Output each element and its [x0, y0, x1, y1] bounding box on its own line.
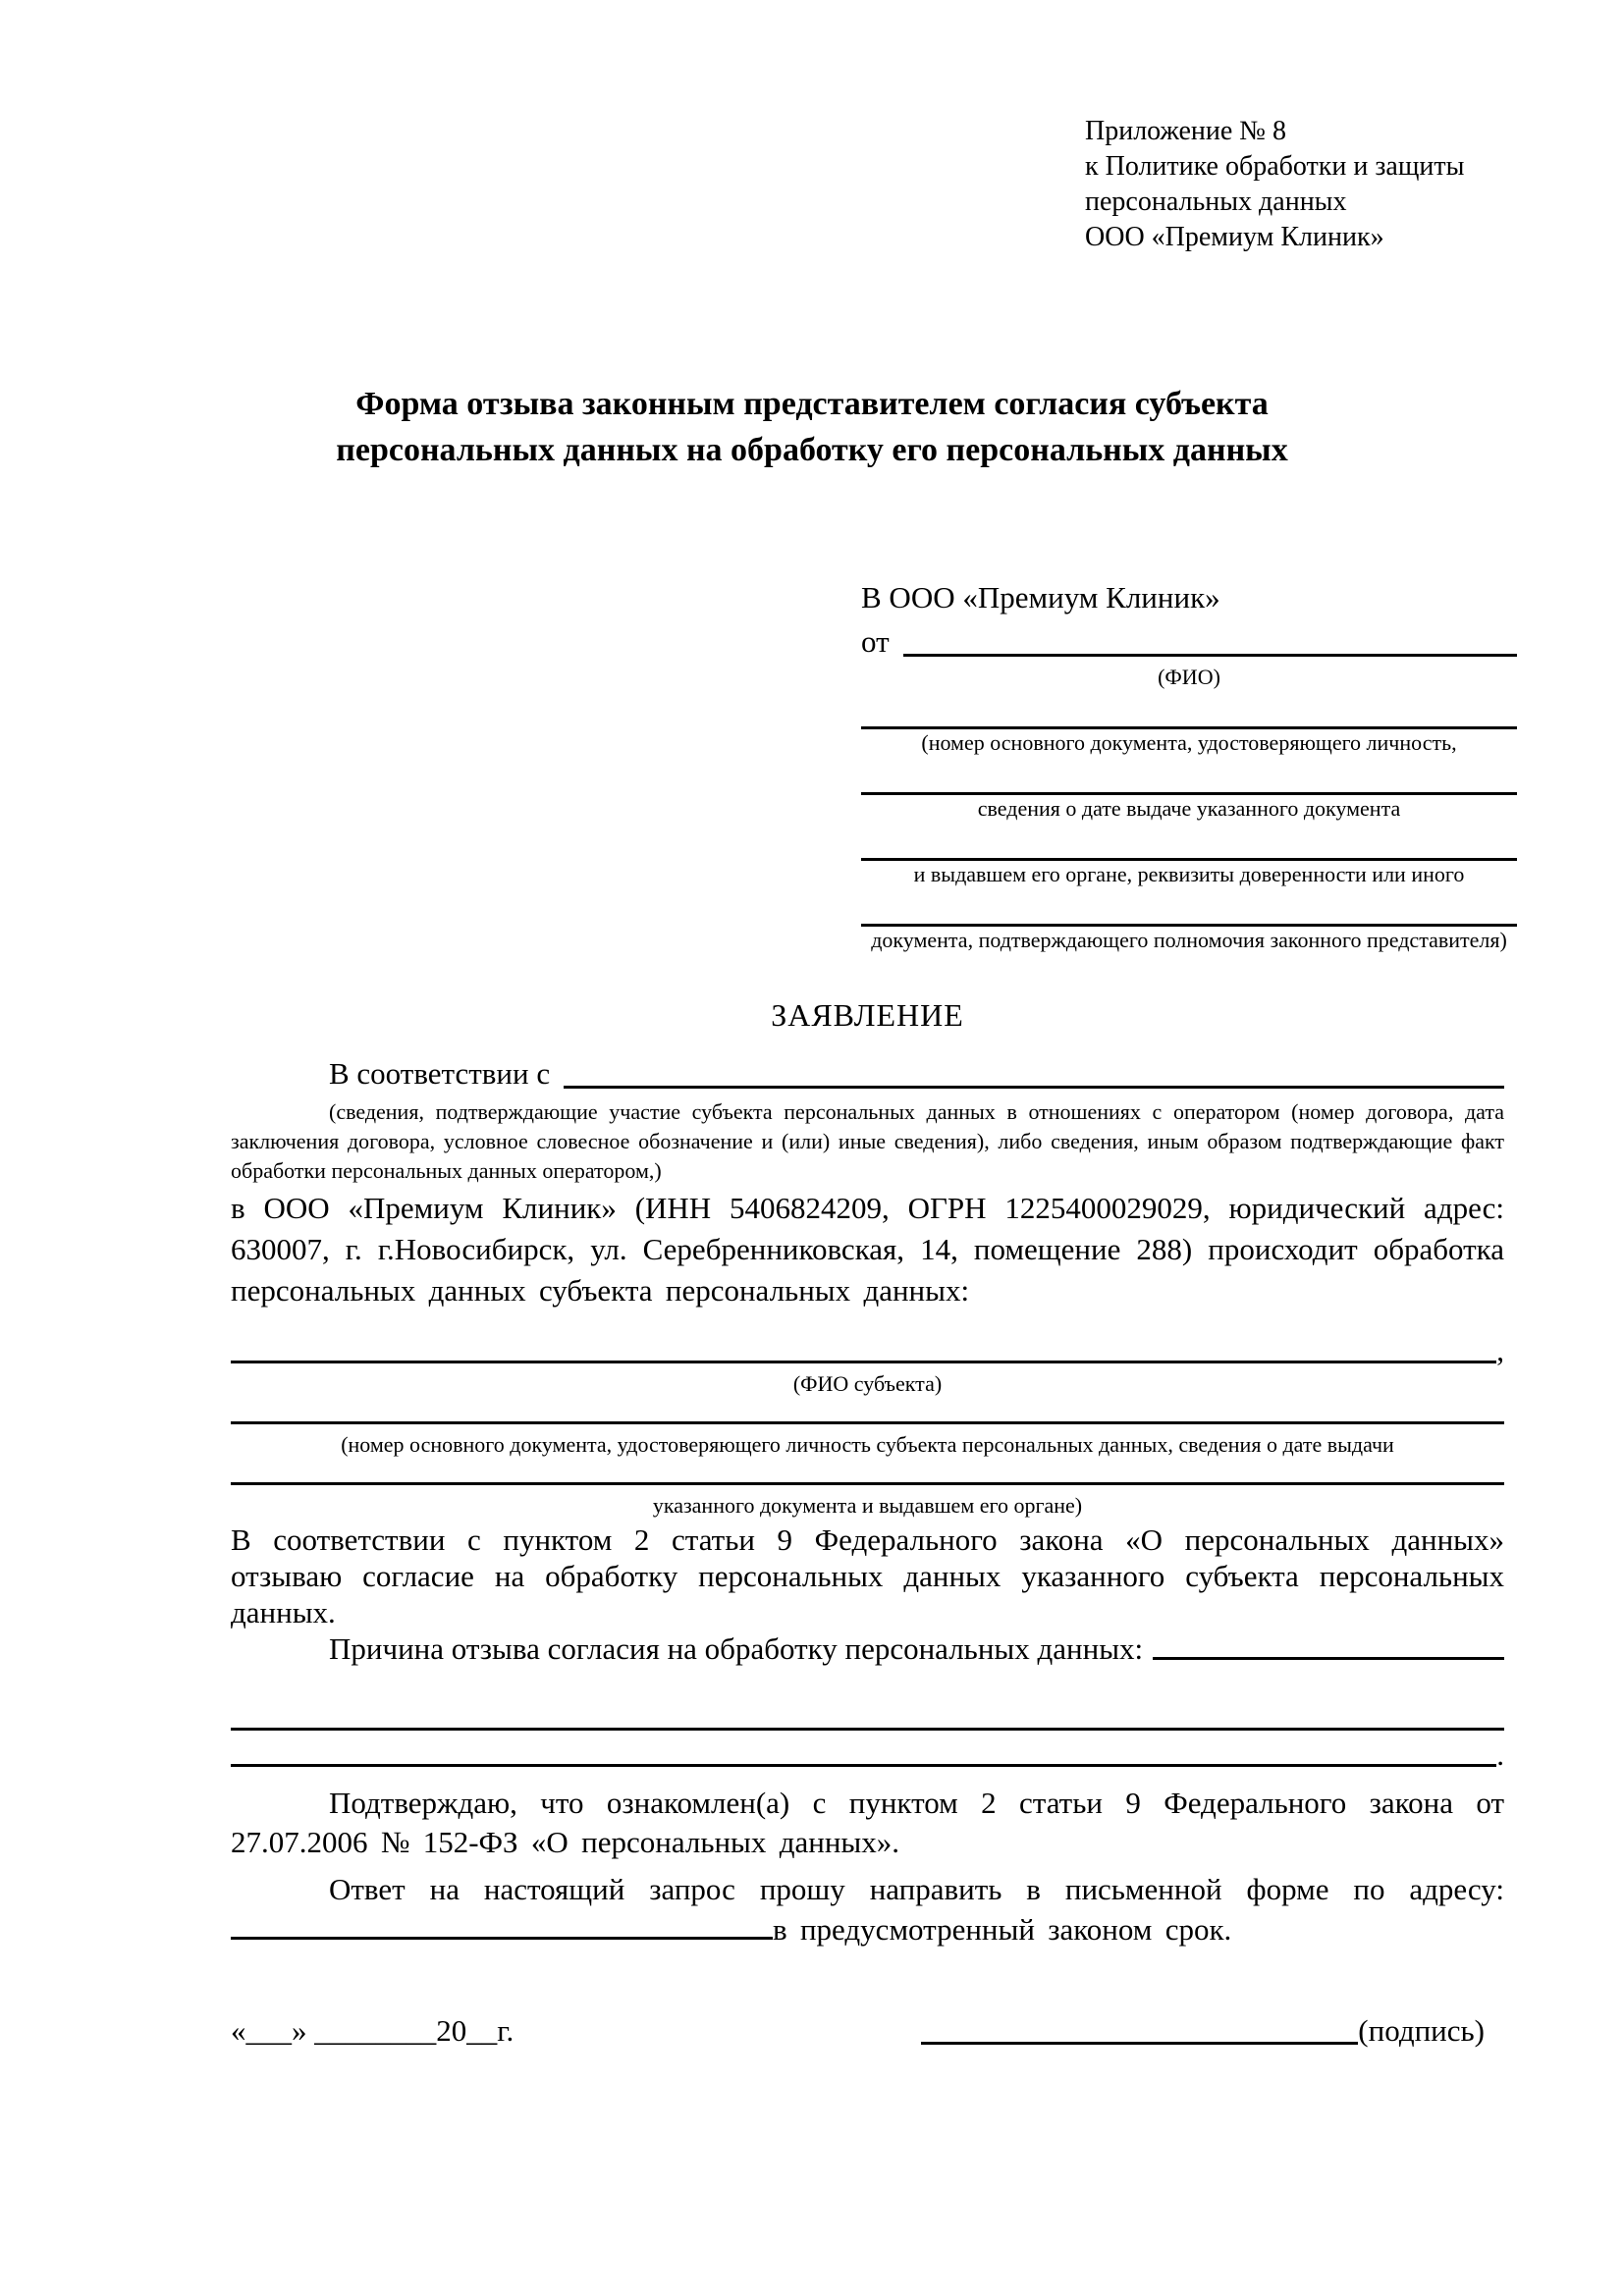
subject-fio-trailing-comma: , [1496, 1333, 1504, 1367]
withdrawal-paragraph: В соответствии с пунктом 2 статьи 9 Федерального закона «О персональных данных» отзываю согласие на обработку персональных данных указанного субъекта персональных данных. [231, 1522, 1504, 1629]
from-blank-line [903, 654, 1517, 657]
signature-group [921, 2010, 1485, 2052]
footer-row [231, 2010, 1504, 2052]
statement-heading: ЗАЯВЛЕНИЕ [771, 997, 964, 1033]
representative-doc-caption-1: (номер основного документа, удостоверяющего личность, [921, 730, 1457, 755]
appendix-header-line: Приложение № 8 [1085, 116, 1286, 146]
reason-blank-line [1153, 1657, 1504, 1660]
reply-paragraph [231, 1870, 1504, 1949]
reason-label: Причина отзыва согласия на обработку персональных данных: [329, 1631, 1144, 1666]
appendix-header-line: персональных данных [1085, 187, 1347, 217]
subject-doc-blank-row-1 [231, 1421, 1504, 1431]
subject-doc-caption-1: (номер основного документа, удостоверяющего личность субъекта персональных данных, сведения о дате выдачи [341, 1432, 1394, 1457]
reason-row [231, 1630, 1504, 1667]
addressee-from-row [861, 619, 1517, 664]
addressee-to-line: В ООО «Премиум Клиник» [861, 580, 1220, 614]
appendix-header [0, 0, 1624, 255]
document-title-line: персональных данных на обработку его персональных данных [336, 432, 1288, 468]
representative-doc-caption-3: и выдавшем его органе, реквизиты доверенности или иного [913, 862, 1465, 886]
date-line: «___» ________20__г. [231, 2013, 514, 2048]
intro-caption: (сведения, подтверждающие участие субъекта персональных данных в отношениях с оператором (номер договора, дата заключения договора, условное словесное обозначение и (или) иные сведения), либо сведения, иным образом подтверждающие факт обработки персональных данных оператором,) [231, 1099, 1504, 1183]
subject-doc-blank-row-2 [231, 1482, 1504, 1492]
representative-doc-blank-line-2 [861, 757, 1517, 795]
document-title-line: Форма отзыва законным представителем согласия субъекта [355, 386, 1269, 422]
reason-extra-blank-line-2 [231, 1764, 1496, 1767]
subject-fio-blank-row [231, 1331, 1504, 1370]
subject-doc-blank-line-2 [231, 1482, 1504, 1485]
appendix-header-line: к Политике обработки и защиты [1085, 151, 1465, 182]
reason-extra-blank-line-1 [231, 1710, 1504, 1731]
document-title [0, 381, 1624, 473]
fio-caption: (ФИО) [1158, 665, 1220, 689]
from-label: от [861, 624, 890, 659]
representative-doc-caption-4: документа, подтверждающего полномочия законного представителя) [871, 928, 1507, 952]
representative-doc-blank-line-3 [861, 823, 1517, 861]
signature-blank-line [921, 2042, 1358, 2045]
appendix-header-line: ООО «Премиум Клиник» [1085, 222, 1384, 252]
representative-doc-blank-line-1 [861, 691, 1517, 729]
representative-doc-blank-line-4 [861, 888, 1517, 927]
intro-row [231, 1052, 1504, 1095]
subject-fio-blank-line [231, 1361, 1496, 1363]
subject-doc-blank-line-1 [231, 1421, 1504, 1424]
addressee-block [861, 575, 1517, 954]
representative-doc-caption-2: сведения о дате выдаче указанного документа [977, 796, 1401, 821]
reply-prefix: Ответ на настоящий запрос прошу направить в письменной форме по адресу: [329, 1872, 1504, 1906]
reason-trailing-period: . [1496, 1737, 1504, 1772]
reply-address-blank-line [231, 1909, 773, 1940]
subject-doc-caption-2: указанного документа и выдавшем его органе) [652, 1493, 1083, 1518]
reply-suffix: в предусмотренный законом срок. [773, 1912, 1232, 1947]
operator-paragraph: в ООО «Премиум Клиник» (ИНН 5406824209, ОГРН 1225400029029, юридический адрес: 630007, г. г.Новосибирск, ул. Серебренниковская, 14, помещение 288) происходит обработка персональных данных субъекта персональных данных: [231, 1191, 1504, 1308]
acknowledgement-paragraph: Подтверждаю, что ознакомлен(а) с пунктом 2 статьи 9 Федерального закона от 27.07.2006 № 152-ФЗ «О персональных данных». [231, 1786, 1504, 1859]
intro-label: В соответствии с [329, 1056, 551, 1091]
subject-fio-caption: (ФИО субъекта) [792, 1371, 943, 1396]
intro-blank-line [564, 1086, 1504, 1089]
reason-extra-blank-row-2 [231, 1735, 1504, 1776]
signature-caption: (подпись) [1358, 2013, 1485, 2048]
